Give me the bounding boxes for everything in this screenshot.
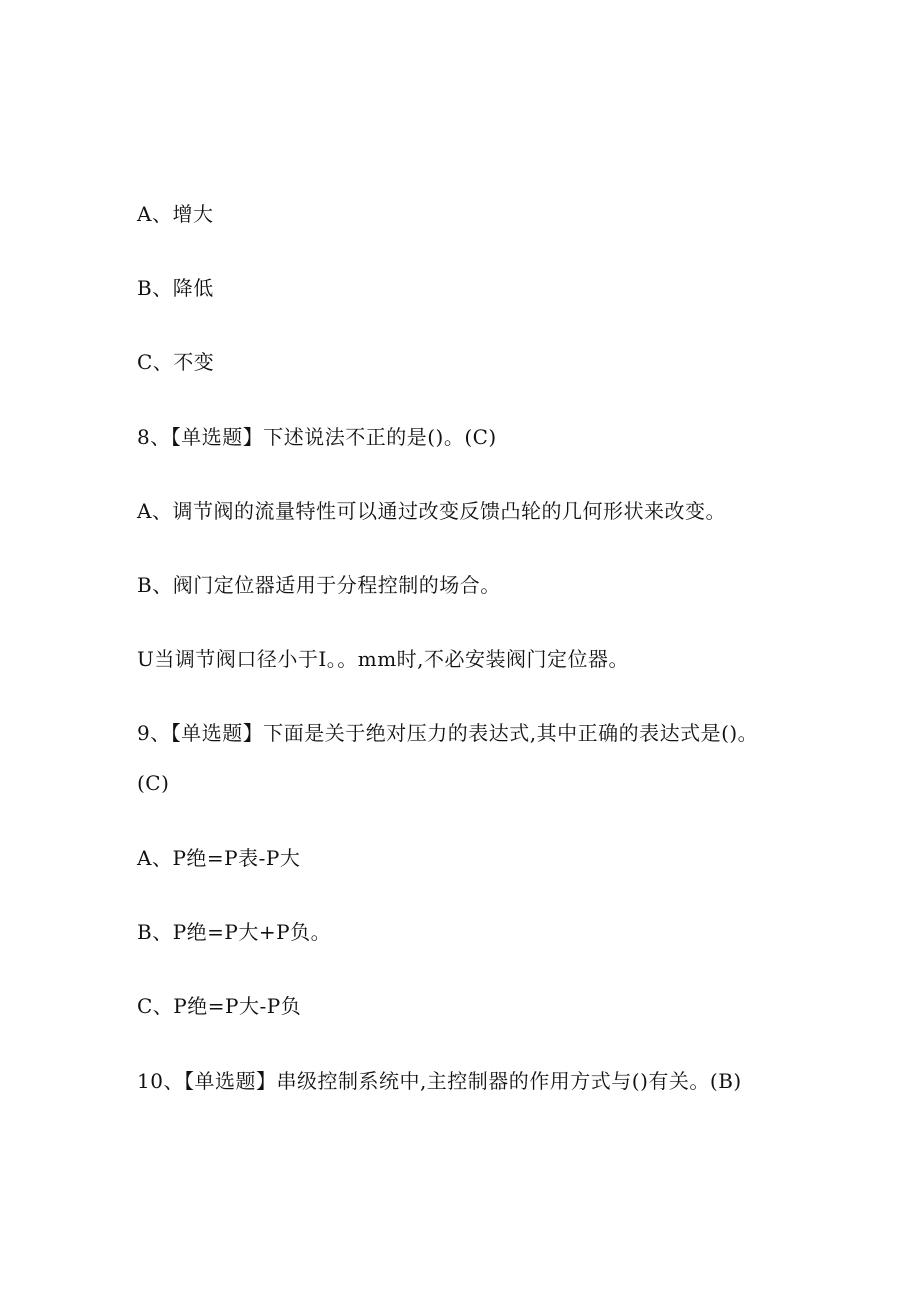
option-a-q9: A、P绝=P表-P大 xyxy=(137,846,301,870)
option-b-q9: B、P绝=P大+P负。 xyxy=(137,920,332,944)
option-c-q8: U当调节阀口径小于I。。mm时,不必安装阀门定位器。 xyxy=(137,647,630,671)
option-a-q8: A、调节阀的流量特性可以通过改变反馈凸轮的几何形状来改变。 xyxy=(137,499,726,523)
question-9-answer: (C) xyxy=(137,771,170,795)
option-c-q9: C、P绝=P大-P负 xyxy=(137,994,302,1018)
question-8: 8、【单选题】下述说法不正的是()。(C) xyxy=(137,425,497,449)
option-a-q7: A、增大 xyxy=(137,202,214,226)
question-9: 9、【单选题】下面是关于绝对压力的表达式,其中正确的表达式是()。 xyxy=(137,721,759,745)
option-c-q7: C、不变 xyxy=(137,350,215,374)
option-b-q7: B、降低 xyxy=(137,276,214,300)
question-10: 10、【单选题】串级控制系统中,主控制器的作用方式与()有关。(B) xyxy=(137,1069,742,1093)
option-b-q8: B、阀门定位器适用于分程控制的场合。 xyxy=(137,573,501,597)
